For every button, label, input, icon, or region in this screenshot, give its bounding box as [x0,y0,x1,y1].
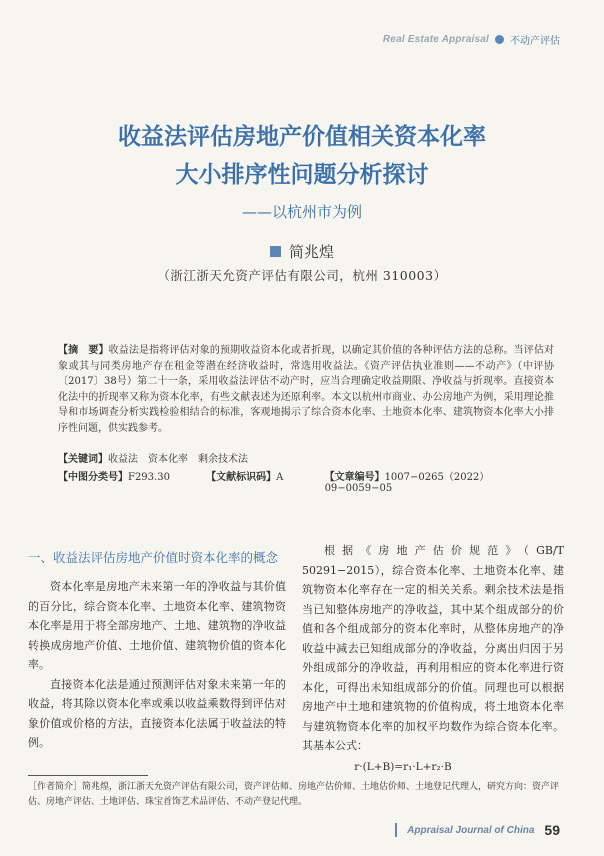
footnote-rule [28,775,148,776]
doc-code-cell [206,468,324,494]
right-paragraph-1: 根据《房地产估价规范》（GB/T 50291−2015），综合资本化率、土地资本化率、建筑物资本化率存在一定的相关关系。剩余技术法是指当已知整体房地产的净收益，其中某个组成部分的价值和各个组成部分的资本化率时，从整体房地产的净收益中减去已知组成部分的净收益，分离出归因于另外组成部分的净收益，再利用相应的资本化率进行资本化，可得出未知组成部分的价值。同理也可以根据房地产中土地和建筑物的价值构成，将土地资本化率与建筑物资本化率的加权平均数作为综合资本化率。其基本公式： [302,544,564,752]
article-no-label: 【文章编号】 [324,472,385,483]
header-dot-icon [495,35,504,44]
header-chinese: 不动产评估 [510,36,560,47]
doc-code-label: 【文献标识码】 [206,472,277,483]
author-footnote: ［作者简介］简兆煌，浙江浙天允资产评估有限公司，资产评估师、房地产估价师、土地估价师、土地登记代理人，研究方向：资产评估、房地产评估、土地评估、珠宝首饰艺术品评估、不动产登记代理。 [28,782,560,807]
article-title [0,118,604,194]
abstract [58,343,554,436]
classification-label: 【中图分类号】 [58,472,128,483]
left-column [28,548,286,753]
section-1-paragraph-1: 资本化率是房地产未来第一年的净收益与其价值的百分比，综合资本化率、土地资本化率、建筑物资本化率是用于将全部房地产、土地、建筑物的净收益转换成房地产价值、土地价值、建筑物价值的资本化率。 [28,580,286,671]
article-no-cell [325,468,554,494]
page-footer [395,822,560,838]
title-line-2: 大小排序性问题分析探讨 [175,162,429,188]
article-no-value: 1007−0265（2022）09−0059−05 [324,472,490,494]
formula: r·(L+B)=r₁·L+r₂·B [354,760,452,773]
article-subtitle: ——以杭州市为例 [241,203,362,221]
abstract-label: 【摘 要】 [58,345,109,356]
classification-value: F293.30 [128,472,170,483]
doc-code-value: A [276,472,284,483]
author-name: 简兆煌 [288,243,334,261]
footer-bar-icon [395,823,397,837]
header-english: Real Estate Appraisal [382,34,489,45]
author-square-icon [270,246,281,257]
page-number: 59 [544,822,560,838]
abstract-text: 收益法是指将评估对象的预期收益资本化或者折现，以确定其价值的各种评估方法的总称。当评估对象或其与同类房地产存在租金等潜在经济收益时，常选用收益法。《资产评估执业准则——不动产》（中评协〔2017〕38号）第二十一条，采用收益法评估不动产时，应当合理确定收益期限、净收益与折现率。直接资本化法中的折现率又称为资本化率，有些文献表述为还原利率。本文以杭州市商业、办公房地产为例，采用理论推导和市场调查分析实践检验相结合的标准，客观地揭示了综合资本化率、土地资本化率、建筑物资本化率大小排序性问题，供实践参考。 [58,345,554,434]
keywords-text: 收益法 资本化率 剩余技术法 [108,454,248,465]
author-line [0,241,604,262]
section-1-paragraph-2: 直接资本化法是通过预测评估对象未来第一年的收益，将其除以资本化率或乘以收益乘数得到评估对象价值或价格的方法，直接资本化法属于收益法的特例。 [28,677,286,749]
keywords-row [58,450,554,465]
classification-row [58,468,554,494]
footer-journal: Appraisal Journal of China [407,824,535,836]
keywords-label: 【关键词】 [58,454,108,465]
classification-cell [58,468,206,494]
right-column [302,541,564,777]
title-line-1: 收益法评估房地产价值相关资本化率 [118,124,486,150]
affiliation: （浙江浙天允资产评估有限公司，杭州 310003） [157,268,447,283]
section-1-heading: 一、收益法评估房地产价值时资本化率的概念 [28,550,279,565]
running-header [383,32,560,47]
